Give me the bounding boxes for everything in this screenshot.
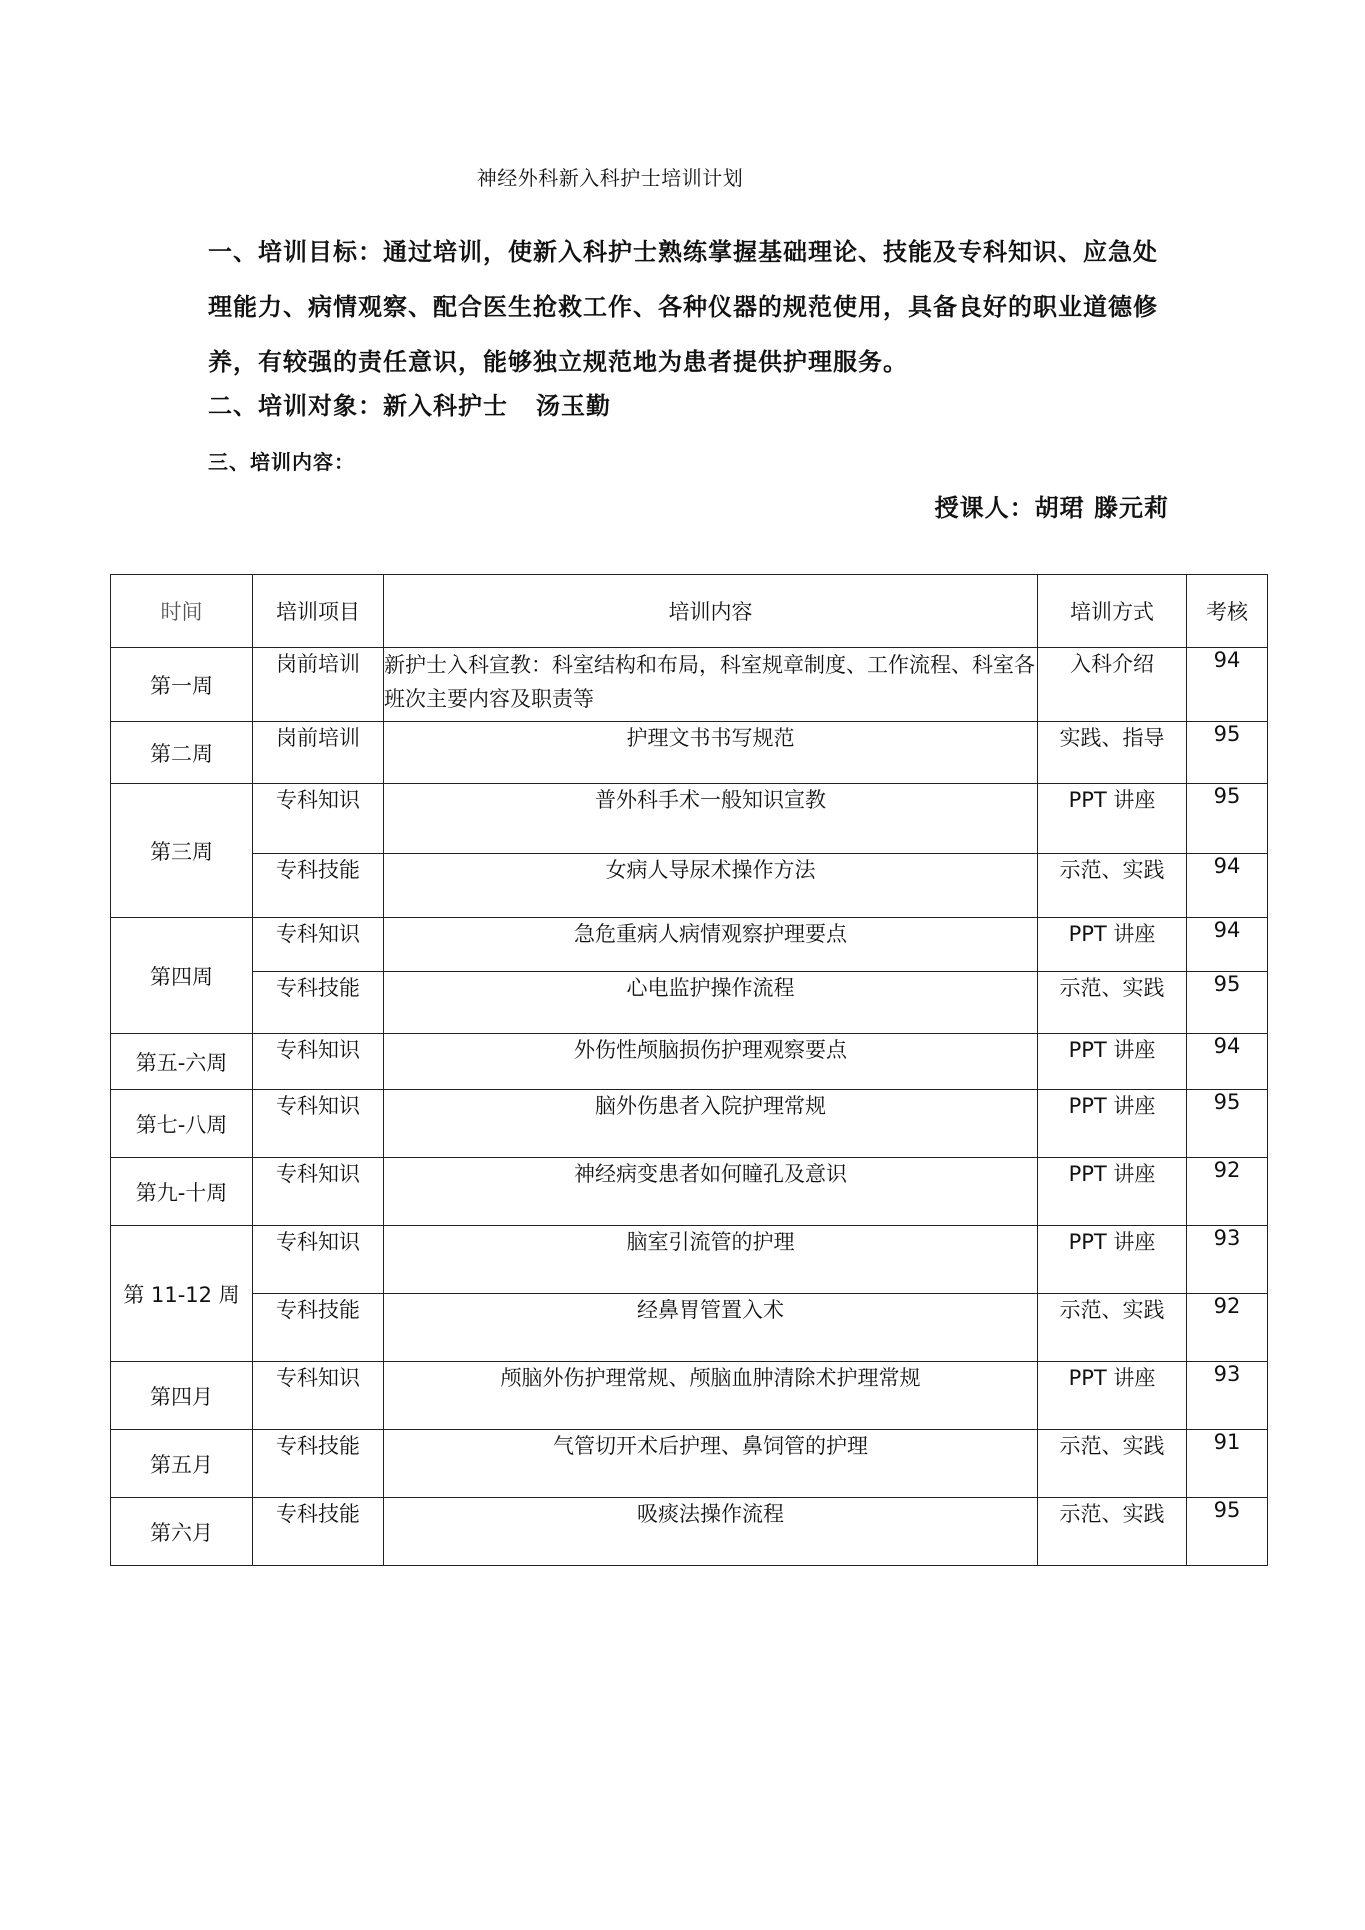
content-cell: 外伤性颅脑损伤护理观察要点 [384, 1034, 1038, 1090]
table-row [111, 972, 1268, 1034]
training-target-label: 二、培训对象：新入科护士 [208, 392, 508, 420]
table-row [111, 1034, 1268, 1090]
score-cell: 92 [1187, 1158, 1268, 1226]
week-cell: 第二周 [111, 722, 253, 784]
trainee-name: 汤玉勤 [536, 392, 611, 420]
content-cell: 脑外伤患者入院护理常规 [384, 1090, 1038, 1158]
week-cell: 第 11-12 周 [111, 1226, 253, 1362]
header-method: 培训方式 [1038, 575, 1187, 648]
method-cell: PPT 讲座 [1038, 1158, 1187, 1226]
score-cell: 95 [1187, 972, 1268, 1034]
score-cell: 95 [1187, 784, 1268, 854]
table-row [111, 1430, 1268, 1498]
week-cell: 第九-十周 [111, 1158, 253, 1226]
method-cell: PPT 讲座 [1038, 784, 1187, 854]
content-cell: 心电监护操作流程 [384, 972, 1038, 1034]
content-cell: 普外科手术一般知识宣教 [384, 784, 1038, 854]
table-row [111, 1090, 1268, 1158]
method-cell: PPT 讲座 [1038, 1226, 1187, 1294]
method-cell: 示范、实践 [1038, 1294, 1187, 1362]
method-cell: 示范、实践 [1038, 854, 1187, 918]
method-cell: 示范、实践 [1038, 1430, 1187, 1498]
table-header-row [111, 575, 1268, 648]
week-cell: 第四周 [111, 918, 253, 1034]
method-cell: 实践、指导 [1038, 722, 1187, 784]
content-cell: 经鼻胃管置入术 [384, 1294, 1038, 1362]
score-cell: 94 [1187, 1034, 1268, 1090]
training-target [208, 386, 1178, 426]
item-cell: 专科知识 [253, 918, 384, 972]
content-cell: 新护士入科宣教：科室结构和布局，科室规章制度、工作流程、科室各班次主要内容及职责等 [384, 648, 1038, 722]
table-row [111, 1362, 1268, 1430]
week-cell: 第三周 [111, 784, 253, 918]
score-cell: 94 [1187, 854, 1268, 918]
method-cell: PPT 讲座 [1038, 918, 1187, 972]
header-time: 时间 [111, 575, 253, 648]
item-cell: 专科知识 [253, 1226, 384, 1294]
content-cell: 气管切开术后护理、鼻饲管的护理 [384, 1430, 1038, 1498]
training-plan-table [110, 574, 1268, 1566]
content-cell: 颅脑外伤护理常规、颅脑血肿清除术护理常规 [384, 1362, 1038, 1430]
table-row [111, 1294, 1268, 1362]
item-cell: 专科技能 [253, 854, 384, 918]
score-cell: 92 [1187, 1294, 1268, 1362]
item-cell: 专科知识 [253, 1158, 384, 1226]
document-title: 神经外科新入科护士培训计划 [476, 166, 744, 190]
content-cell: 护理文书书写规范 [384, 722, 1038, 784]
content-cell: 神经病变患者如何瞳孔及意识 [384, 1158, 1038, 1226]
score-cell: 93 [1187, 1226, 1268, 1294]
header-item: 培训项目 [253, 575, 384, 648]
content-cell: 吸痰法操作流程 [384, 1498, 1038, 1566]
score-cell: 94 [1187, 918, 1268, 972]
item-cell: 专科知识 [253, 1362, 384, 1430]
lecturer: 授课人：胡珺 滕元莉 [934, 494, 1169, 522]
content-cell: 急危重病人病情观察护理要点 [384, 918, 1038, 972]
item-cell: 专科知识 [253, 1090, 384, 1158]
item-cell: 专科知识 [253, 1034, 384, 1090]
item-cell: 岗前培训 [253, 648, 384, 722]
item-cell: 岗前培训 [253, 722, 384, 784]
method-cell: 示范、实践 [1038, 1498, 1187, 1566]
table-row [111, 1158, 1268, 1226]
item-cell: 专科技能 [253, 1294, 384, 1362]
table-row [111, 1498, 1268, 1566]
method-cell: PPT 讲座 [1038, 1034, 1187, 1090]
table-row [111, 854, 1268, 918]
week-cell: 第七-八周 [111, 1090, 253, 1158]
week-cell: 第六月 [111, 1498, 253, 1566]
table-row [111, 1226, 1268, 1294]
week-cell: 第一周 [111, 648, 253, 722]
week-cell: 第五月 [111, 1430, 253, 1498]
method-cell: PPT 讲座 [1038, 1362, 1187, 1430]
week-cell: 第五-六周 [111, 1034, 253, 1090]
table-row [111, 918, 1268, 972]
header-score: 考核 [1187, 575, 1268, 648]
score-cell: 93 [1187, 1362, 1268, 1430]
content-cell: 脑室引流管的护理 [384, 1226, 1038, 1294]
training-content-heading: 三、培训内容： [208, 450, 355, 474]
training-objective: 一、培训目标：通过培训，使新入科护士熟练掌握基础理论、技能及专科知识、应急处理能力、病情观察、配合医生抢救工作、各种仪器的规范使用，具备良好的职业道德修养，有较强的责任意识，能够独立规范地为患者提供护理服务。 [208, 238, 1158, 376]
score-cell: 91 [1187, 1430, 1268, 1498]
method-cell: 示范、实践 [1038, 972, 1187, 1034]
table-row [111, 648, 1268, 722]
method-cell: 入科介绍 [1038, 648, 1187, 722]
method-cell: PPT 讲座 [1038, 1090, 1187, 1158]
score-cell: 94 [1187, 648, 1268, 722]
item-cell: 专科技能 [253, 1430, 384, 1498]
score-cell: 95 [1187, 1498, 1268, 1566]
content-cell: 女病人导尿术操作方法 [384, 854, 1038, 918]
header-content: 培训内容 [384, 575, 1038, 648]
item-cell: 专科知识 [253, 784, 384, 854]
score-cell: 95 [1187, 722, 1268, 784]
item-cell: 专科技能 [253, 1498, 384, 1566]
week-cell: 第四月 [111, 1362, 253, 1430]
score-cell: 95 [1187, 1090, 1268, 1158]
table-row [111, 784, 1268, 854]
item-cell: 专科技能 [253, 972, 384, 1034]
table-row [111, 722, 1268, 784]
